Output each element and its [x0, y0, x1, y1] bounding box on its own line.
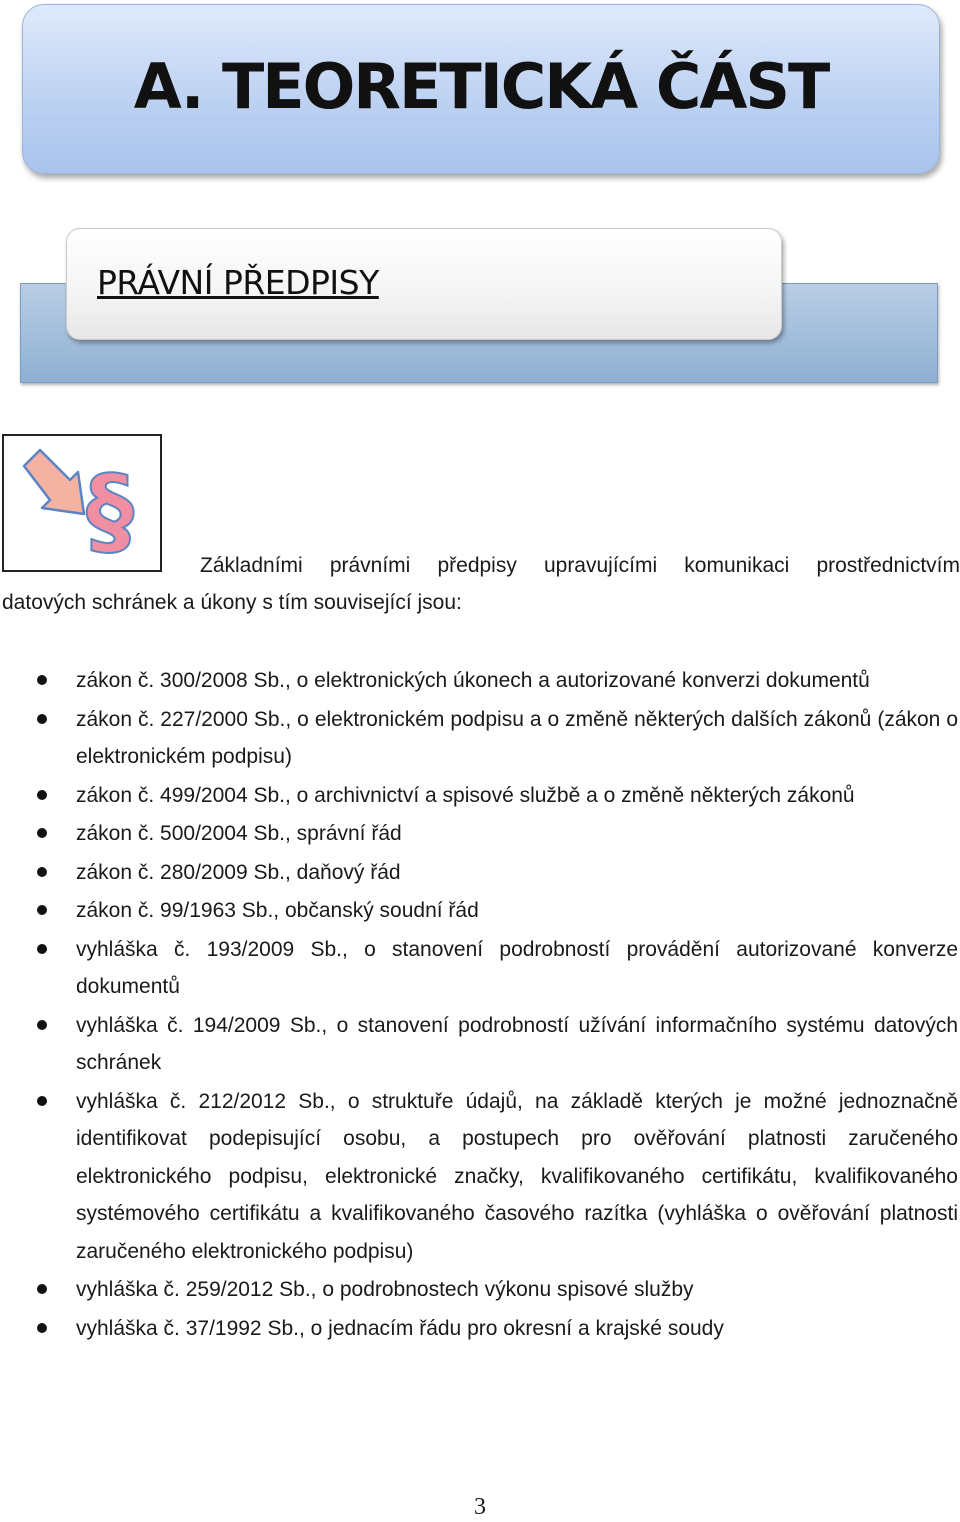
intro-text-line-2: datových schránek a úkony s tím související jsou: — [2, 591, 462, 614]
list-item — [0, 1007, 960, 1082]
chapter-title: A. TEORETICKÁ ČÁST — [133, 50, 829, 123]
list-item — [0, 854, 960, 892]
law-list — [0, 662, 960, 1348]
bullet-icon — [37, 714, 47, 724]
bullet-icon — [37, 1020, 47, 1030]
bullet-icon — [37, 828, 47, 838]
chapter-title-banner — [22, 4, 940, 174]
list-item-text: zákon č. 280/2009 Sb., daňový řád — [76, 860, 401, 884]
list-item-text: zákon č. 500/2004 Sb., správní řád — [76, 822, 402, 845]
page-number: 3 — [474, 1494, 486, 1520]
list-item-text: vyhláška č. 37/1992 Sb., o jednacím řádu pro okresní a krajské soudy — [76, 1316, 724, 1340]
list-item — [0, 892, 960, 930]
list-item-text: zákon č. 300/2008 Sb., o elektronických úkonech a autorizované konverzi dokumentů — [76, 669, 870, 692]
list-item — [0, 662, 960, 700]
list-item — [0, 1083, 960, 1271]
list-item-text: vyhláška č. 259/2012 Sb., o podrobnostech výkonu spisové služby — [76, 1278, 694, 1301]
list-item-text: vyhláška č. 194/2009 Sb., o stanovení podrobností užívání informačního systému datových schránek — [76, 1013, 958, 1074]
list-item-text: zákon č. 227/2000 Sb., o elektronickém podpisu a o změně některých dalších zákonů (zákon o elektronickém podpisu) — [76, 707, 958, 768]
list-item — [0, 815, 960, 853]
list-item-text: vyhláška č. 212/2012 Sb., o struktuře údajů, na základě kterých je možné jednoznačně identifikovat podepisující osobu, a postupech pro ověřování platnosti zaručeného elektronického podpisu, elektronické značky, kvalifikovaného certifikátu, kvalifikovaného systémového certifikátu a kvalifikovaného časového razítka (vyhláška o ověřování platnosti zaručeného elektronického podpisu) — [76, 1089, 958, 1263]
list-item-text: zákon č. 499/2004 Sb., o archivnictví a spisové službě a o změně některých zákonů — [76, 783, 855, 807]
bullet-icon — [37, 790, 47, 800]
list-item — [0, 1310, 960, 1348]
bullet-icon — [37, 944, 47, 954]
list-item-text: zákon č. 99/1963 Sb., občanský soudní řád — [76, 899, 479, 922]
bullet-icon — [37, 1323, 47, 1333]
law-paragraph-arrow-icon — [2, 434, 162, 572]
bullet-icon — [37, 1284, 47, 1294]
list-item — [0, 777, 960, 815]
section-header-tab — [66, 228, 782, 340]
list-item-text: vyhláška č. 193/2009 Sb., o stanovení podrobností provádění autorizované konverze dokumentů — [76, 937, 958, 998]
list-item — [0, 931, 960, 1006]
list-item — [0, 1271, 960, 1309]
bullet-icon — [37, 867, 47, 877]
bullet-icon — [37, 1096, 47, 1106]
bullet-icon — [37, 905, 47, 915]
intro-text-line-1: Základními právními předpisy upravujícími komunikaci prostřednictvím — [200, 554, 960, 577]
section-title: PRÁVNÍ PŘEDPISY — [97, 263, 379, 302]
svg-text:§: § — [86, 455, 134, 567]
bullet-icon — [37, 675, 47, 685]
list-item — [0, 701, 960, 776]
